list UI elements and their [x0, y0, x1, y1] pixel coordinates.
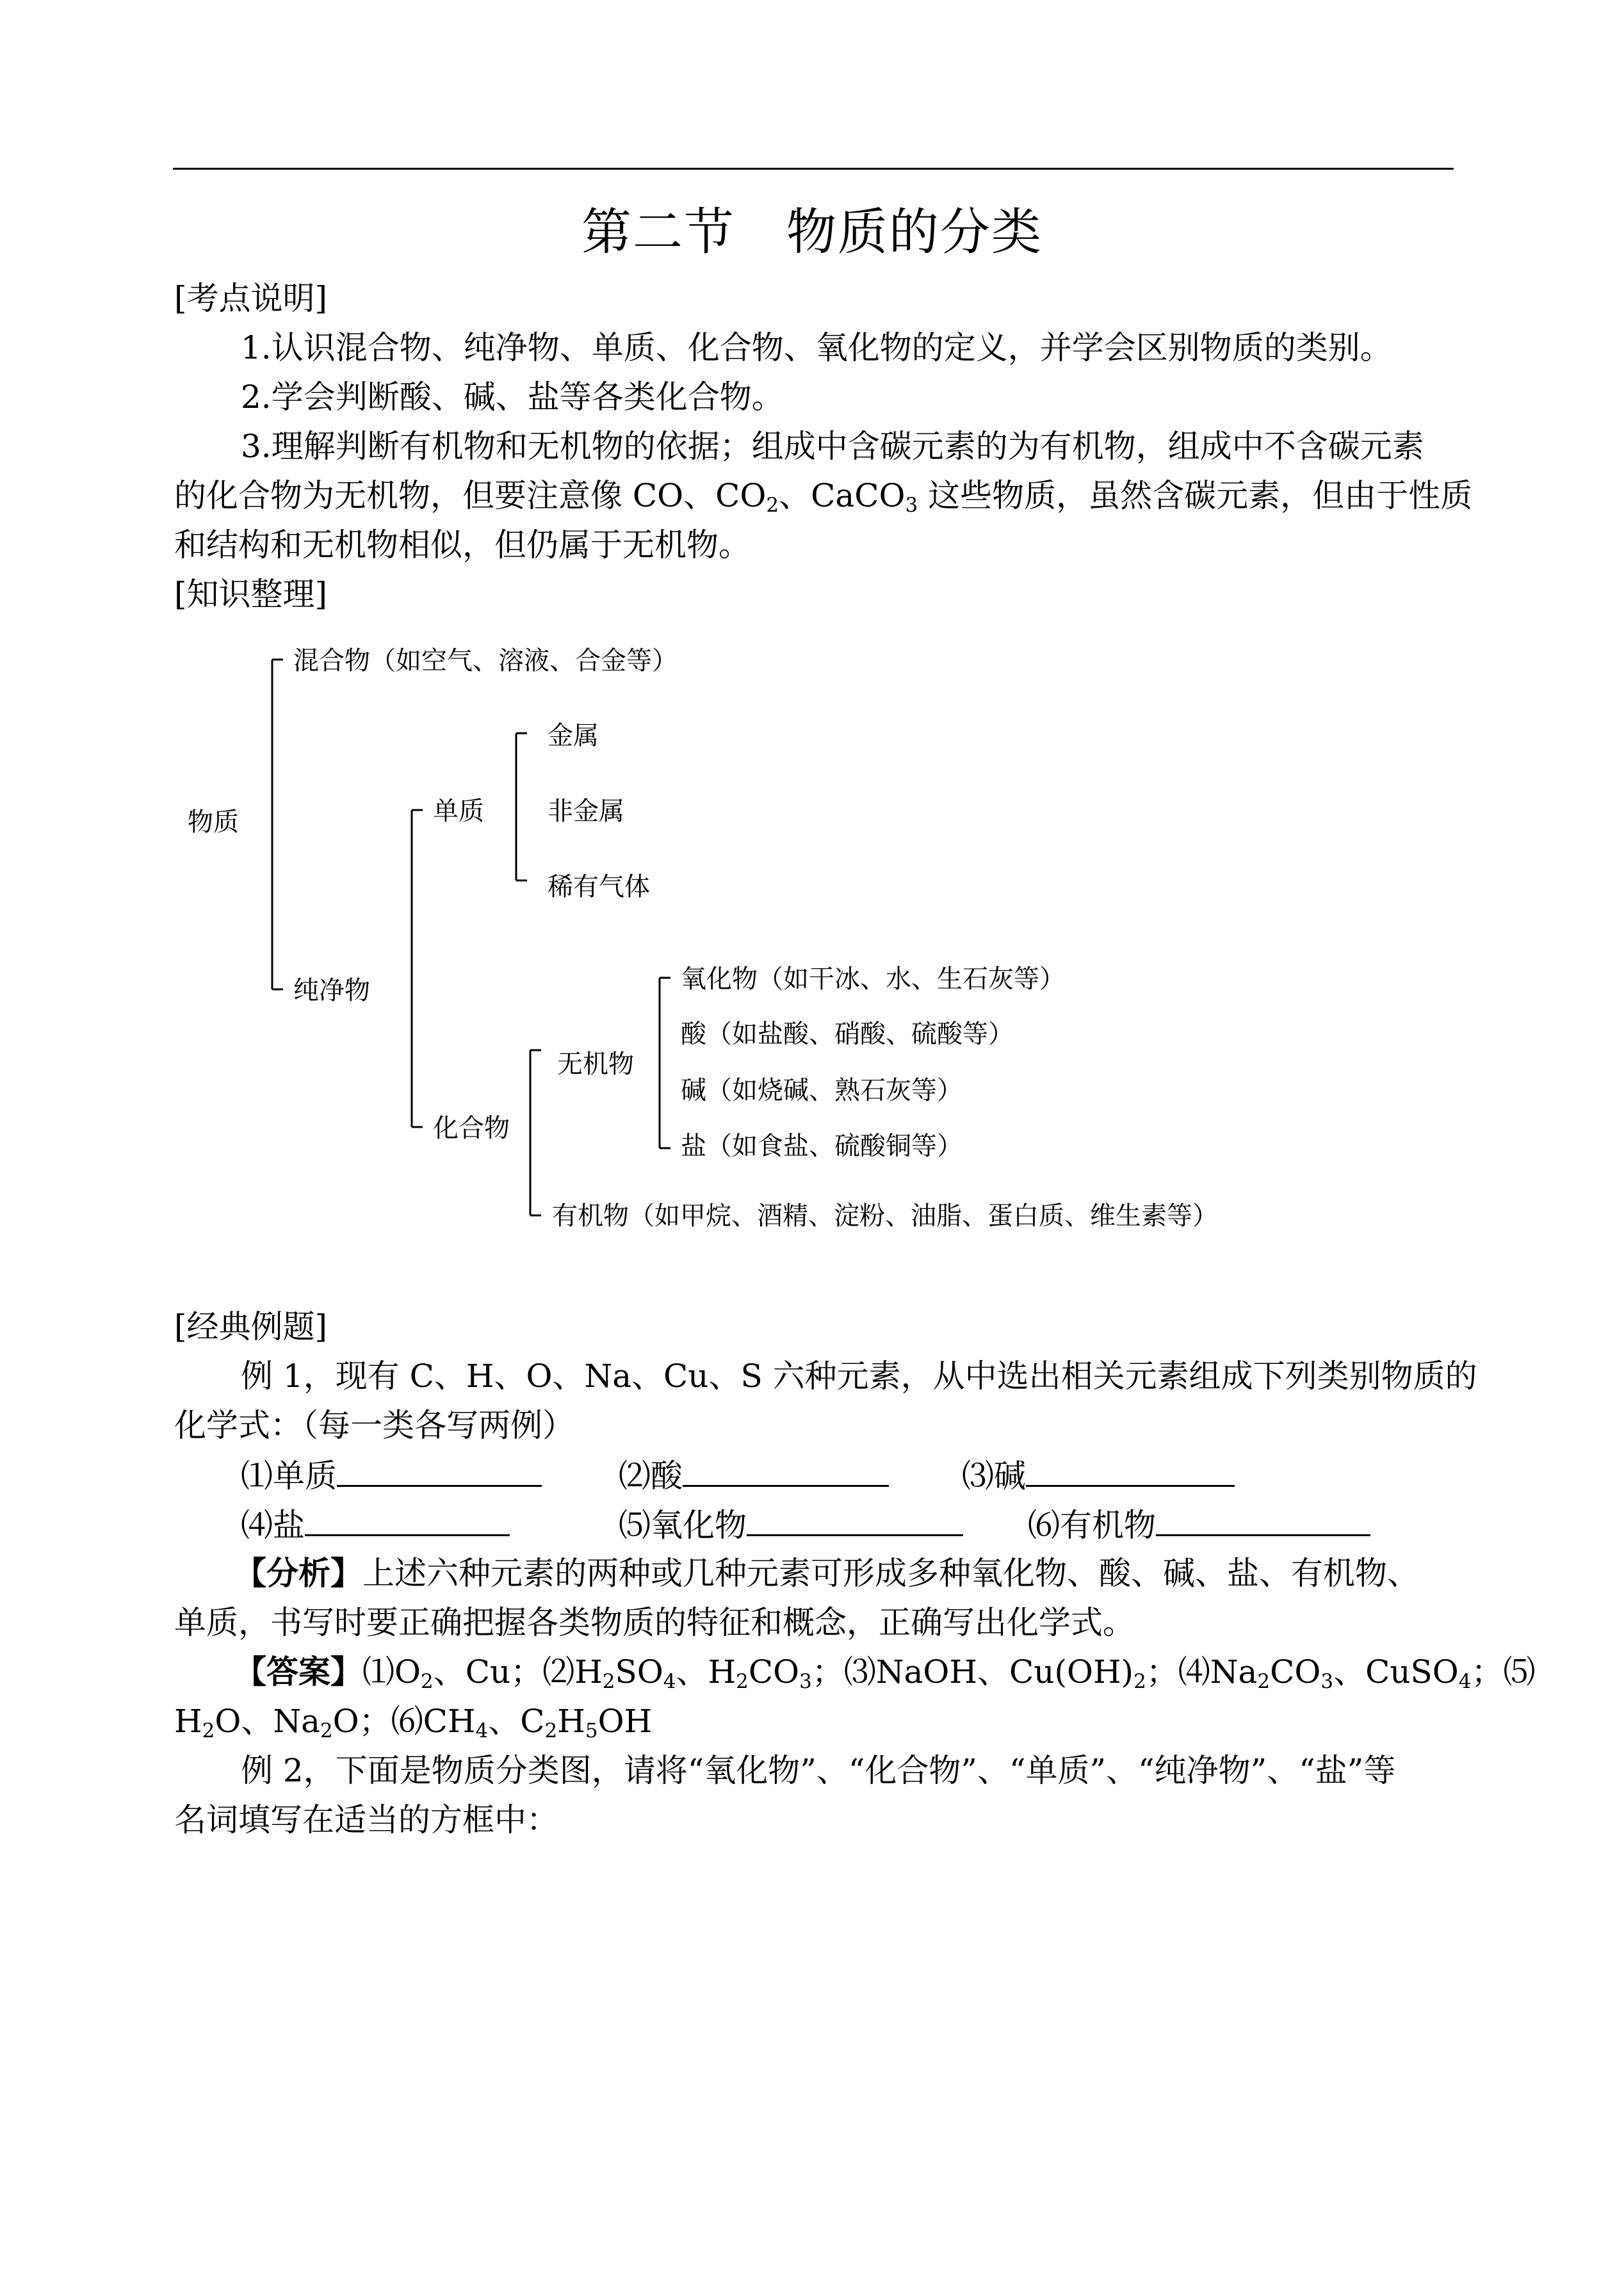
question-item-6: ⑹有机物 [1028, 1505, 1370, 1545]
answer-label: 【答案】 [234, 1653, 362, 1691]
example-2-line-2: 名词填写在适当的方框中： [174, 1801, 558, 1838]
question-item-3: ⑶碱 [962, 1456, 1235, 1495]
section-heading-kaodian: [考点说明] [174, 280, 328, 317]
question-item-1: ⑴单质 [241, 1456, 542, 1495]
tree-node-oxide: 氧化物（如干冰、水、生石灰等） [681, 964, 1065, 994]
kaodian-point-3-line-2: 的化合物为无机物，但要注意像 CO、$CO_2$、CaCO$_3$ 这些物质，虽然含碳元素，但由于性质 [174, 477, 1473, 517]
analysis-label: 【分析】 [234, 1554, 362, 1592]
kaodian-point-2: 2.学会判断酸、碱、盐等各类化合物。 [241, 378, 784, 416]
tree-node-metal: 金属 [548, 721, 599, 750]
tree-node-noble-gas: 稀有气体 [548, 872, 650, 902]
answer-blank-2[interactable] [683, 1456, 889, 1487]
example-1-line-1: 例 1，现有 C、H、O、Na、Cu、S 六种元素，从中选出相关元素组成下列类别物质的 [241, 1358, 1477, 1395]
example-2-line-1: 例 2，下面是物质分类图，请将“氧化物”、“化合物”、“单质”、“纯净物”、“盐”等 [241, 1752, 1396, 1789]
answer-blank-6[interactable] [1156, 1505, 1370, 1536]
tree-node-salt: 盐（如食盐、硫酸铜等） [681, 1131, 962, 1161]
answer-blank-1[interactable] [337, 1456, 542, 1487]
section-heading-zhishi: [知识整理] [174, 576, 328, 613]
kaodian-point-3-line-1: 3.理解判断有机物和无机物的依据；组成中含碳元素的为有机物，组成中不含碳元素 [241, 428, 1424, 465]
tree-node-mixture: 混合物（如空气、溶液、合金等） [293, 646, 678, 676]
tree-node-base: 碱（如烧碱、熟石灰等） [681, 1076, 962, 1105]
analysis-line-2: 单质，书写时要正确把握各类物质的特征和概念，正确写出化学式。 [174, 1604, 1135, 1641]
example-1-line-2: 化学式：（每一类各写两例） [174, 1407, 574, 1444]
tree-node-compound: 化合物 [433, 1114, 510, 1143]
tree-node-element: 单质 [433, 797, 484, 826]
section-heading-jingdian: [经典例题] [174, 1308, 328, 1345]
answer-blank-3[interactable] [1026, 1456, 1235, 1487]
answer-blank-5[interactable] [747, 1505, 963, 1536]
tree-node-root: 物质 [188, 807, 239, 837]
answer-line-2: $H_2O$、$Na_2O$；$⑹CH_4$、$C_2H_5OH$ [174, 1703, 653, 1742]
analysis-line-1: 【分析】上述六种元素的两种或几种元素可形成多种氧化物、酸、碱、盐、有机物、 [234, 1554, 1419, 1592]
answer-blank-4[interactable] [305, 1505, 510, 1536]
kaodian-point-3-line-3: 和结构和无机物相似，但仍属于无机物。 [174, 526, 751, 564]
tree-node-pure: 纯净物 [293, 976, 370, 1005]
kaodian-point-1: 1.认识混合物、纯净物、单质、化合物、氧化物的定义，并学会区别物质的类别。 [241, 329, 1392, 366]
tree-node-nonmetal: 非金属 [548, 797, 624, 826]
question-item-4: ⑷盐 [241, 1505, 510, 1545]
tree-node-organic: 有机物（如甲烷、酒精、淀粉、油脂、蛋白质、维生素等） [552, 1201, 1218, 1231]
tree-node-acid: 酸（如盐酸、硝酸、硫酸等） [681, 1019, 1014, 1049]
question-item-2: ⑵酸 [619, 1456, 889, 1495]
answer-line-1: 【答案】$⑴O_2$、Cu；$⑵H_2SO_4$、$H_2CO_3$；⑶NaOH、$Cu(OH)_2$；$⑷Na_2CO_3$、CuSO$_4$；⑸ [234, 1653, 1536, 1693]
page-title: 第二节 物质的分类 [581, 204, 1043, 261]
question-item-5: ⑸氧化物 [619, 1505, 963, 1545]
tree-node-inorganic: 无机物 [557, 1050, 634, 1079]
